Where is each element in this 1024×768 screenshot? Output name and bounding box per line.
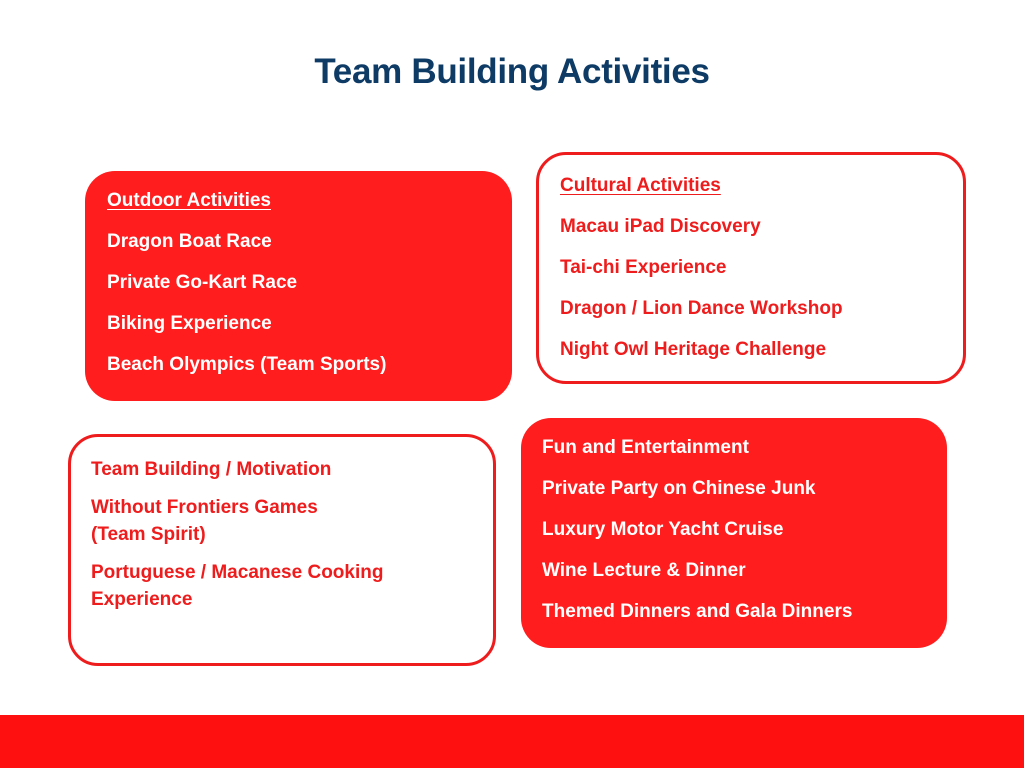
list-item: Macau iPad Discovery [560,216,761,237]
page-title: Team Building Activities [314,52,710,91]
footer-bar [0,715,1024,768]
list-item: Dragon / Lion Dance Workshop [560,298,843,319]
outdoor-activities-box [85,171,512,401]
list-item: Private Go-Kart Race [107,272,298,293]
team-building-motivation-heading: Team Building / Motivation [91,459,332,480]
fun-entertainment-box [521,418,947,648]
list-item: Night Owl Heritage Challenge [560,339,827,360]
list-item: Tai-chi Experience [560,257,727,278]
list-item: Dragon Boat Race [107,231,272,252]
list-item: Biking Experience [107,313,272,334]
list-item: Private Party on Chinese Junk [542,478,816,499]
team-building-motivation-box [68,434,496,666]
list-item: Luxury Motor Yacht Cruise [542,519,784,540]
fun-entertainment-heading: Fun and Entertainment [542,437,749,458]
outdoor-activities-heading: Outdoor Activities [107,190,271,211]
list-item: Portuguese / Macanese Cooking Experience [91,562,384,610]
list-item: Wine Lecture & Dinner [542,560,746,581]
list-item: Beach Olympics (Team Sports) [107,354,387,375]
list-item: Themed Dinners and Gala Dinners [542,601,853,622]
list-item: Without Frontiers Games (Team Spirit) [91,497,318,545]
cultural-activities-heading: Cultural Activities [560,175,721,196]
cultural-activities-box [536,152,966,384]
